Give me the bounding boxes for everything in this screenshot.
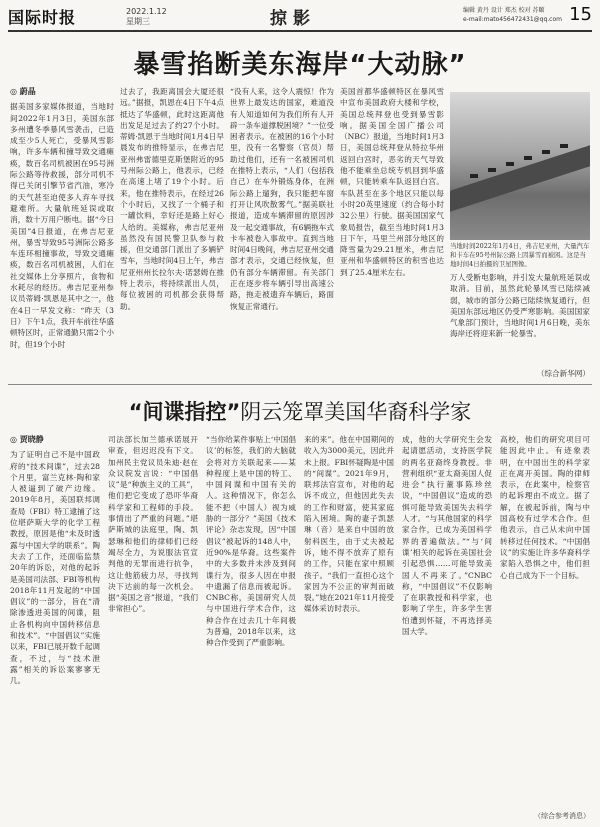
newspaper-logo: 国际时报	[8, 8, 77, 27]
headline-emphasis: “间谍指控”	[128, 400, 241, 424]
article2-column-3	[206, 434, 296, 814]
article1-column-4	[340, 86, 444, 378]
article1-col5-text: 万人受断电影响，并引发大量航班延误或取消。目前，虽然此轮暴风雪已陆续减弱，城市的部分公路已陆续恢复通行，但美国东部远地区仍受严寒影响。美国国家气象部门预计，当地时间1月6日晚，美东海岸还将迎来新一轮暴雪。	[450, 273, 590, 339]
email-line: e-mail:mato456472431@qq.com	[463, 16, 562, 23]
car-shape	[560, 144, 568, 148]
highway-shape	[450, 132, 590, 213]
article2-column-5	[402, 434, 492, 814]
article2-column-6	[500, 434, 590, 804]
article1-col1-text: 据美国多家媒体报道，当地时间2022年1月3日，美国东部多州遭冬季暴风雪袭击，已造成至少5人死亡，受暴风雪影响，许多车辆和撞导致交通瘫痪，数百名司机被困在95号洲际公路等待救援，部分司机不得已关闭引擎节省汽油，寒冷的天气甚至迫使多人弃车寻找避难所。大量航班延误或取消，数十万用户断电。据“今日美国”4日报道，在弗吉尼亚州，暴雪导致95号洲际公路多车连环相撞事故，导致交通瘫痪，数百名司机被困，人们在社交媒体上分享照片，食物和水耗尽的经历。弗吉尼亚州参议员蒂姆·凯恩是其中之一，他在4日一早发文称：“昨天（3日）下午1点，我开车前往华盛顿特区时，正常通勤只需2个小时，但19个小时	[10, 102, 114, 349]
article1-column-2	[120, 86, 224, 378]
article2-column-1	[10, 434, 100, 814]
car-shape	[542, 150, 550, 154]
editor-credits	[463, 6, 562, 24]
article1-column-1	[10, 86, 114, 378]
article1-col3-text: “没有人来，这令人震惊！作为世界上最发达的国家，难道没有人知道如何为我们所有人开辟一条车道撑脱困境？”一位受困者表示。在被困的16个小时里，没有一名警察（官员）帮助过他们，还有一名被困司机在推特上表示，“人们（包括我自己）在车外锻炼身体，在洲际公路上遛狗，我只能把车窗打开让风吹散雾气。”据美联社报道，造成车辆滞留的原因涉及一起交通事故，有6辆拖车式卡车被卷入事故中。直到当地时间4日晚间，弗吉尼亚州交通部才表示，交通已经恢复，但仍有部分车辆滞留。有关部门正在逐步将车辆引导出高速公路，拖走被遗弃车辆后，路面恢复正常通行。	[230, 87, 334, 311]
masthead	[8, 4, 592, 32]
article2-source: （综合参考消息）	[534, 812, 590, 820]
car-shape	[488, 168, 496, 172]
editors-line: 编辑 黄丹 设计 郑杰 校对 苏颐	[463, 7, 545, 14]
article1-column-5	[450, 272, 590, 368]
weekday-line: 星期三	[126, 17, 150, 26]
article1-headline: 暴雪掐断美东海岸“大动脉”	[133, 50, 467, 80]
article2-column-4	[304, 434, 394, 814]
headline-rest: 阴云笼罩美国华裔科学家	[240, 400, 472, 424]
article1-col4-text: 美国首都华盛顿特区在暴风雪中宣布美国政府大楼和学校，美国总统拜登也受到暴雪影响。据美国全国广播公司（NBC）报道，当地时间1月3日，美国总统拜登从特拉华州返回白宫时，恶劣的天气导致他不能乘坐总统专机回到华盛顿，只能转乘车队返回白宫。车队甚至在多个地区只能以每小时20英里速度（约合每小时32公里）行驶。据美国国家气象局报告，截至当地时间1月3日下午，马里兰州部分地区的降雪量为29.21厘米，弗吉尼亚州和华盛顿特区的积雪也达到了25.4厘米左右。	[340, 87, 444, 277]
date-line: 2022.1.12	[126, 7, 167, 16]
article1-source	[500, 368, 590, 380]
article2-byline: ◎ 贾晓静	[10, 435, 44, 444]
article2-col3-text: “当你给某件事贴上‘中国倡议’的标签，我们的大脑就会将对方关联起来——某种程度上是中国的特工、中国间谍和中国有关的人。这种情况下，你怎么能不把（中国人）视为威胁的一部分？”美国《技术评论》杂志发现，因“中国倡议”被起诉的148人中，近90%是华裔。这些案件中的大多数并未涉及到间谍行为，很多人因在申报中遗漏了信息而被起诉。CNBC称，美国研究人员与中国进行学术合作，这种合作在过去几十年间极为普遍，2018年以来，这种合作受到了严重影响。	[206, 435, 296, 648]
article2-column-2	[108, 434, 198, 814]
photo-caption: 当地时间2022年1月4日，弗吉尼亚州，大量汽车和卡车在95号州际公路上因暴雪而被困。这是当地时间4日拍摄的卫星图像。	[450, 242, 590, 268]
article-divider	[8, 384, 592, 385]
car-shape	[524, 156, 532, 160]
article2-headline	[0, 396, 600, 426]
article2-col1-text: 为了证明自己不是中国政府的“技术间谍”，过去28个月里，富兰克林·陶和家人被逼到了破产边缘。2019年8月，美国联邦调查局（FBI）特工逮捕了这位堪萨斯大学的化学工程教授，原因是他“未及时透露与中国大学的联系”。陶夫去了工作，还面临监禁20年的诉讼，对他的起诉是美国司法部、FBI等机构2018年11月发起的“中国倡议”的一部分，旨在“清除渗透进美国的间谍，阻止各机构向中国转移信息和技术”。“中国倡议”实施以来，FBI已展开数千起调查，不过，与“技术泄露”相关的诉讼案寥寥无几。	[10, 450, 100, 686]
snowstorm-traffic-photo	[450, 92, 590, 240]
article1-byline: ◎ 蔚晶	[10, 87, 36, 96]
article1-column-3	[230, 86, 334, 378]
article2-col4-text: 来的来”。他在中国期间的收入为3000美元，因此并未上报。FBI怀疑陶是中国的“间谍”。2021年9月，联邦法官宣布，对他的起诉不成立，但他因此失去的工作和财富，使其家庭陷入困境。陶的妻子凯瑟琳（音）是来自中国的放射科医生，由于丈夫被起诉，她不得不放弃了原有的工作，只能在家中照顾孩子。“我们一直担心这个家因为不公正的审判而破裂。”她在2021年11月接受媒体采访时表示。	[304, 435, 394, 614]
car-shape	[506, 162, 514, 166]
car-shape	[470, 174, 478, 178]
article1-source-text: （综合新华网）	[536, 369, 590, 378]
section-title: 掠影	[270, 9, 316, 29]
article2-col2-text: 司法部长加兰德承诺展开审查，但迟迟没有下文。加州民主党议员朱迪·赵在众议院发言说：“中国倡议”是“种族主义的工具”，他们把它变成了恐吓华裔科学家和工程师的手段。事情出了严重的问题。”堪萨斯城的法庭里，陶、凯瑟琳和他们的律师们已经竭尽全力，为说服法官宣判他的无罪而进行抗争，这让他筋疲力尽，寻找判决下达前的每一次机会。据“美国之音”报道，“我们非常担心”。	[108, 435, 198, 614]
page-number: 15	[569, 4, 592, 25]
article2-col6-text: 高校，他们的研究项目可能因此中止。有迹象表明，在中国出生的科学家正在离开美国。陶的律师表示，在此案中，检察官的起诉理由不成立。据了解，在被起诉前，陶与中国高校有过学术合作。但他表示，自己从未向中国转移过任何技术。“中国倡议”的实施让许多华裔科学家陷入恐惧之中，他们担心自己成为下一个目标。	[500, 435, 590, 580]
article2-col5-text: 成，他的大学研究生会发起请愿活动，支持医学院的两名亚裔终身教授。非营利组织“亚太裔美国人促进会”执行董事陈珍丝说，“中国倡议”造成的恐惧可能导致美国失去科学人才。“与其他国家的科学家合作，已成为美国科学界的普遍做法。”“与‘间谍’相关的起诉在美国社会引起恐惧……可能导致美国人不再来了。”CNBC称，“中国倡议”不仅影响了在职教授和科学家，也影响了学生，许多学生害怕遭到怀疑，不再选择美国大学。	[402, 435, 492, 637]
issue-date	[126, 7, 167, 27]
article1-col2-text: 过去了，我距离国会大厦还很远。”据报，凯恩在4日下午4点抵达了华盛顿，此时这距离他出发足足过去了约27个小时。蒂姆·凯恩于当地时间1月4日早晨发布的推特显示，在弗吉尼亚州弗雷德里克斯堡附近的95号州际公路上，他表示，已经在高速上堵了19个小时。后来，他在推特表示，在经过26个小时后，又找了一个桶子和一罐饮料，幸好还是路上好心人给的。美媒称，弗吉尼亚州虽然没有国民警卫队参与救援，但交通部门派出了多辆铲雪车，当地时间4日上午，弗吉尼亚州州长拉尔夫·诺瑟姆在推特上表示，将持续派出人员，每位被困的司机都会获得帮助。	[120, 87, 224, 311]
